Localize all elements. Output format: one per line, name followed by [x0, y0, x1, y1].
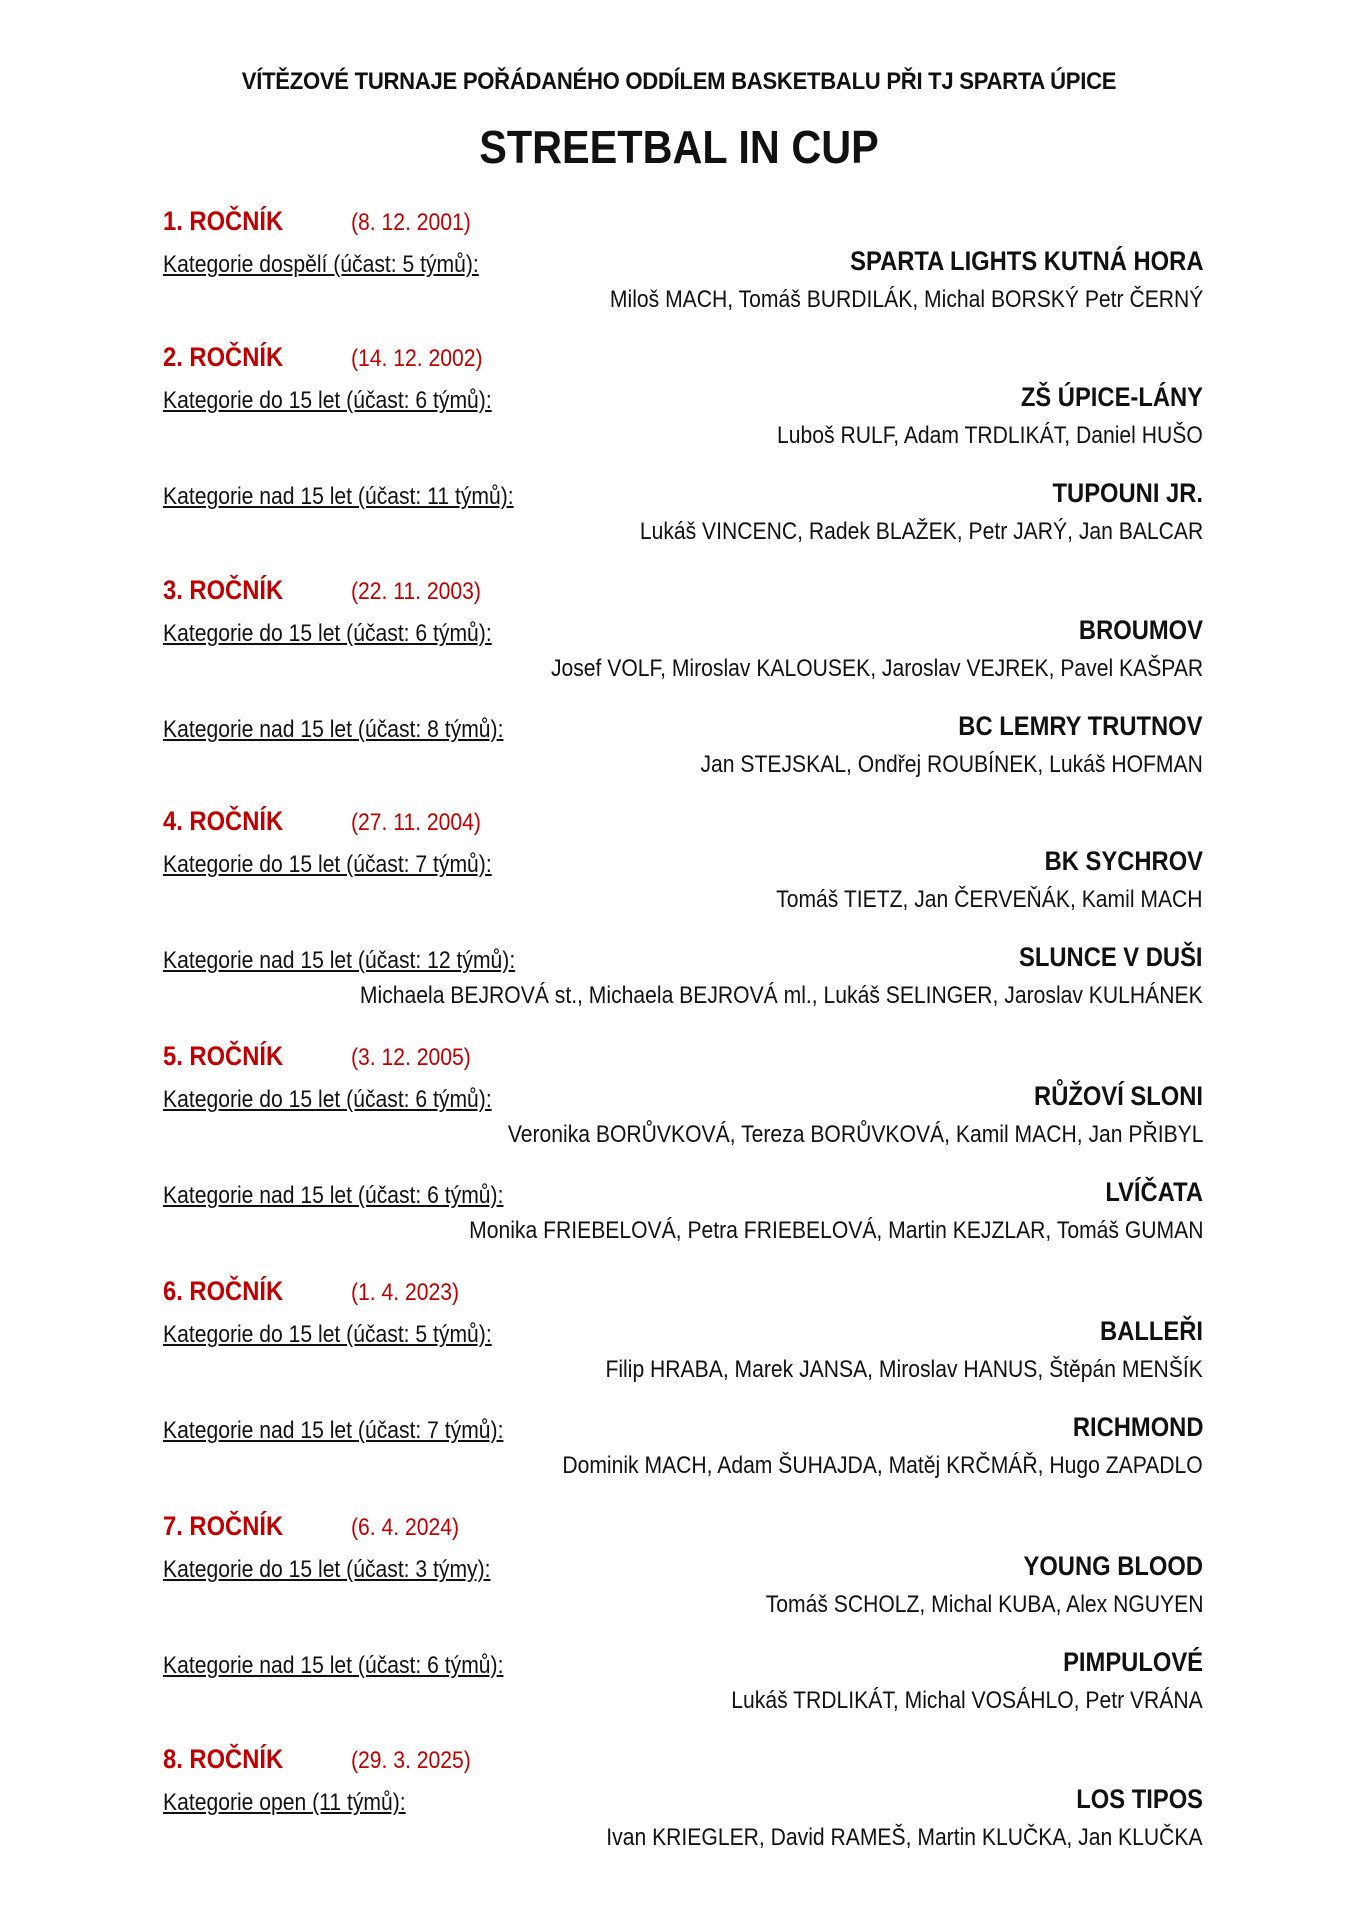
edition-label: 4. ROČNÍK — [163, 806, 284, 836]
players-row — [163, 1824, 1203, 1860]
winner-team: BC LEMRY TRUTNOV — [958, 711, 1203, 741]
category-label: Kategorie do 15 let (účast: 6 týmů): — [163, 620, 492, 647]
winner-team: BK SYCHROV — [1044, 846, 1203, 876]
category-label: Kategorie do 15 let (účast: 6 týmů): — [163, 1086, 492, 1113]
players-row — [163, 982, 1203, 1018]
edition-date: (14. 12. 2002) — [351, 345, 483, 372]
players-row — [163, 1452, 1203, 1488]
category-label: Kategorie nad 15 let (účast: 8 týmů): — [163, 716, 504, 743]
category-label: Kategorie nad 15 let (účast: 7 týmů): — [163, 1417, 504, 1444]
players-list: Luboš RULF, Adam TRDLIKÁT, Daniel HUŠO — [777, 422, 1203, 449]
edition-label: 1. ROČNÍK — [163, 206, 284, 236]
category-label: Kategorie do 15 let (účast: 6 týmů): — [163, 387, 492, 414]
category-row — [163, 1316, 1203, 1356]
players-row — [163, 1121, 1203, 1157]
players-row — [163, 1687, 1203, 1723]
winner-team: LOS TIPOS — [1076, 1784, 1203, 1814]
edition-date: (6. 4. 2024) — [351, 1514, 460, 1541]
players-row — [163, 422, 1203, 458]
edition-label: 6. ROČNÍK — [163, 1276, 284, 1306]
players-row — [163, 655, 1203, 691]
edition-8 — [163, 1744, 1203, 1860]
players-list: Ivan KRIEGLER, David RAMEŠ, Martin KLUČKA, Jan KLUČKA — [606, 1824, 1203, 1851]
category-row — [163, 942, 1203, 982]
category-label: Kategorie nad 15 let (účast: 11 týmů): — [163, 483, 514, 510]
edition-4 — [163, 806, 1203, 1018]
players-row — [163, 886, 1203, 922]
category-row — [163, 246, 1203, 286]
players-row — [163, 751, 1203, 787]
category-label: Kategorie do 15 let (účast: 5 týmů): — [163, 1321, 492, 1348]
players-row — [163, 1591, 1203, 1627]
players-list: Miloš MACH, Tomáš BURDILÁK, Michal BORSKÝ Petr ČERNÝ — [609, 286, 1203, 313]
edition-date: (29. 3. 2025) — [351, 1747, 471, 1774]
category-row — [163, 382, 1203, 422]
players-list: Filip HRABA, Marek JANSA, Miroslav HANUS, Štěpán MENŠÍK — [605, 1356, 1203, 1383]
winner-team: ZŠ ÚPICE-LÁNY — [1020, 382, 1203, 412]
category-row — [163, 1081, 1203, 1121]
document-title: STREETBAL IN CUP — [479, 121, 879, 173]
category-row — [163, 1784, 1203, 1824]
edition-date: (1. 4. 2023) — [351, 1279, 460, 1306]
edition-label: 5. ROČNÍK — [163, 1041, 284, 1071]
edition-7 — [163, 1511, 1203, 1723]
category-row — [163, 1412, 1203, 1452]
players-list: Dominik MACH, Adam ŠUHAJDA, Matěj KRČMÁŘ, Hugo ZAPADLO — [562, 1452, 1203, 1479]
edition-3 — [163, 575, 1203, 787]
winner-team: SPARTA LIGHTS KUTNÁ HORA — [849, 246, 1203, 276]
players-list: Veronika BORŮVKOVÁ, Tereza BORŮVKOVÁ, Kamil MACH, Jan PŘIBYL — [507, 1121, 1203, 1148]
category-row — [163, 1647, 1203, 1687]
winner-team: PIMPULOVÉ — [1063, 1647, 1203, 1677]
edition-6 — [163, 1276, 1203, 1488]
winner-team: YOUNG BLOOD — [1023, 1551, 1203, 1581]
winner-team: SLUNCE V DUŠI — [1019, 942, 1203, 972]
category-label: Kategorie open (11 týmů): — [163, 1789, 406, 1816]
edition-label: 7. ROČNÍK — [163, 1511, 284, 1541]
category-row — [163, 1177, 1203, 1217]
edition-5 — [163, 1041, 1203, 1253]
players-list: Josef VOLF, Miroslav KALOUSEK, Jaroslav VEJREK, Pavel KAŠPAR — [550, 655, 1203, 682]
players-list: Michaela BEJROVÁ st., Michaela BEJROVÁ ml., Lukáš SELINGER, Jaroslav KULHÁNEK — [360, 982, 1203, 1009]
players-list: Lukáš VINCENC, Radek BLAŽEK, Petr JARÝ, Jan BALCAR — [639, 518, 1203, 545]
category-label: Kategorie nad 15 let (účast: 12 týmů): — [163, 947, 516, 974]
edition-label: 2. ROČNÍK — [163, 342, 284, 372]
winner-team: BALLEŘI — [1100, 1316, 1203, 1346]
category-row — [163, 1551, 1203, 1591]
winner-team: TUPOUNI JR. — [1052, 478, 1203, 508]
winner-team: BROUMOV — [1078, 615, 1203, 645]
edition-1 — [163, 206, 1203, 322]
players-list: Lukáš TRDLIKÁT, Michal VOSÁHLO, Petr VRÁNA — [731, 1687, 1203, 1714]
edition-date: (3. 12. 2005) — [351, 1044, 471, 1071]
category-label: Kategorie dospělí (účast: 5 týmů): — [163, 251, 479, 278]
players-list: Jan STEJSKAL, Ondřej ROUBÍNEK, Lukáš HOFMAN — [700, 751, 1203, 778]
category-label: Kategorie do 15 let (účast: 3 týmy): — [163, 1556, 491, 1583]
category-row — [163, 711, 1203, 751]
players-row — [163, 286, 1203, 322]
document-supertitle: VÍTĚZOVÉ TURNAJE POŘÁDANÉHO ODDÍLEM BASKETBALU PŘI TJ SPARTA ÚPICE — [241, 68, 1117, 95]
winner-team: LVÍČATA — [1105, 1177, 1203, 1207]
players-row — [163, 518, 1203, 554]
category-label: Kategorie nad 15 let (účast: 6 týmů): — [163, 1652, 504, 1679]
winner-team: RŮŽOVÍ SLONI — [1034, 1081, 1203, 1111]
edition-date: (22. 11. 2003) — [351, 578, 481, 605]
category-row — [163, 846, 1203, 886]
category-label: Kategorie do 15 let (účast: 7 týmů): — [163, 851, 492, 878]
players-list: Tomáš TIETZ, Jan ČERVEŇÁK, Kamil MACH — [776, 886, 1203, 913]
players-row — [163, 1356, 1203, 1392]
edition-label: 3. ROČNÍK — [163, 575, 284, 605]
winner-team: RICHMOND — [1072, 1412, 1203, 1442]
edition-label: 8. ROČNÍK — [163, 1744, 284, 1774]
edition-2 — [163, 342, 1203, 554]
category-row — [163, 615, 1203, 655]
edition-date: (8. 12. 2001) — [351, 209, 471, 236]
players-list: Tomáš SCHOLZ, Michal KUBA, Alex NGUYEN — [765, 1591, 1203, 1618]
edition-date: (27. 11. 2004) — [351, 809, 481, 836]
category-label: Kategorie nad 15 let (účast: 6 týmů): — [163, 1182, 504, 1209]
players-row — [163, 1217, 1203, 1253]
category-row — [163, 478, 1203, 518]
players-list: Monika FRIEBELOVÁ, Petra FRIEBELOVÁ, Martin KEJZLAR, Tomáš GUMAN — [468, 1217, 1203, 1244]
